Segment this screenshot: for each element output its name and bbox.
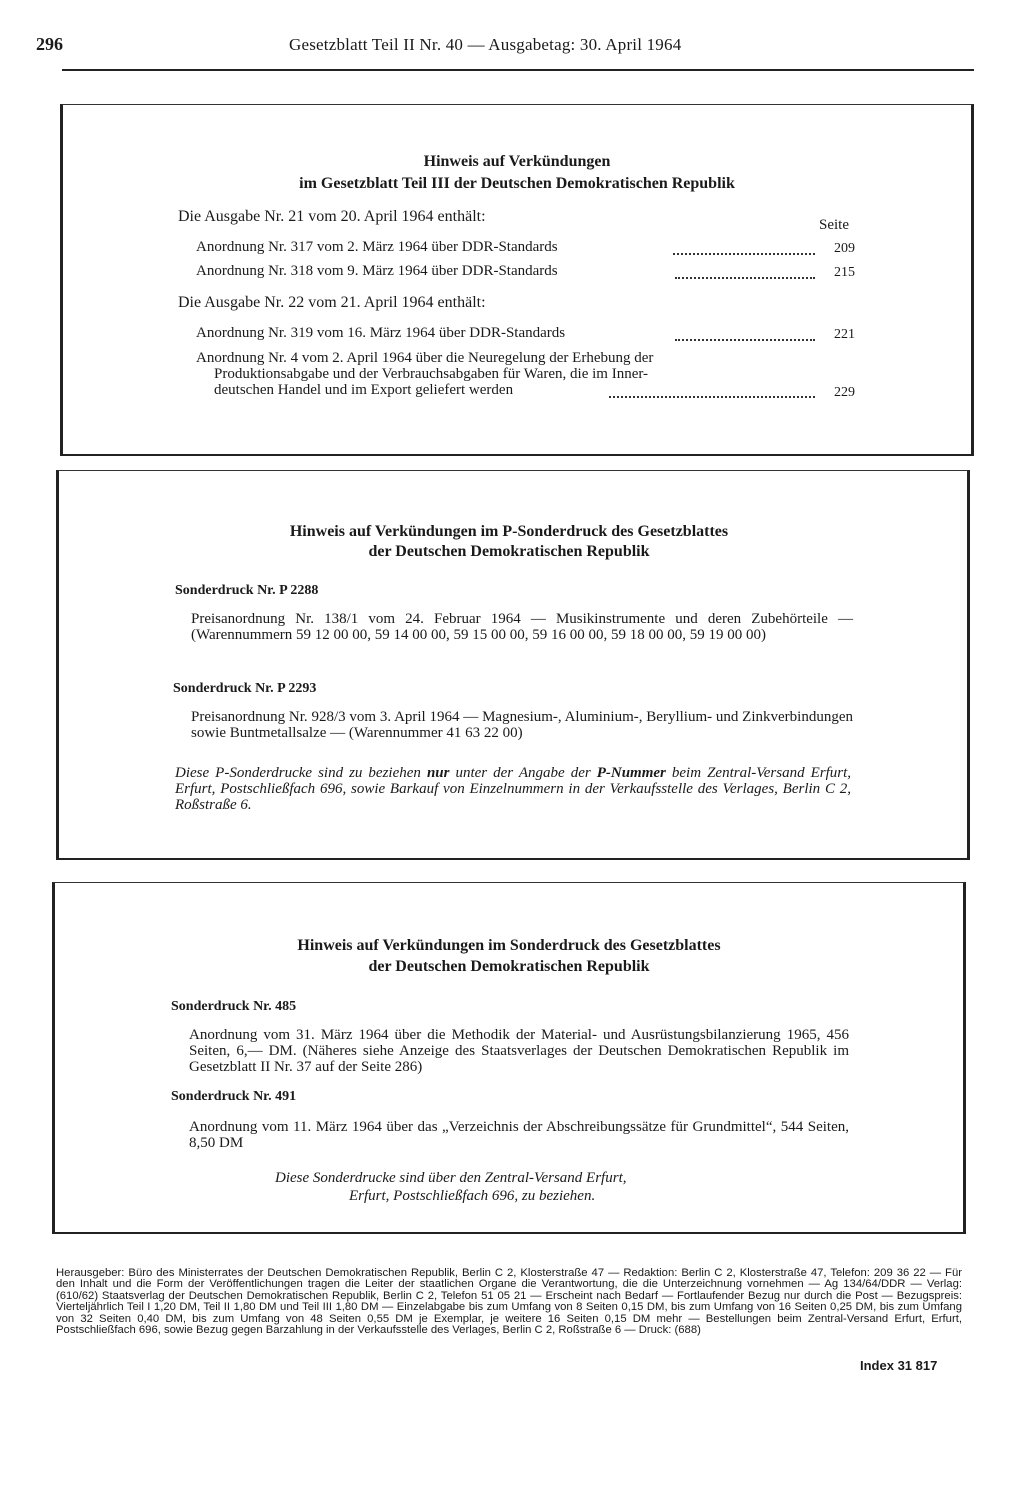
sonderdruck-note-line2: Erfurt, Postschließfach 696, zu beziehen.	[349, 1188, 596, 1204]
entry-317: Anordnung Nr. 317 vom 2. März 1964 über DDR-Standards	[196, 239, 558, 255]
section1-heading-line1: Hinweis auf Verkündungen	[423, 153, 611, 170]
sonderdruck-491-label: Sonderdruck Nr. 491	[171, 1089, 297, 1104]
entry-4-line2: Produktionsabgabe und der Verbrauchsabgaben für Waren, die im Inner-	[214, 366, 649, 382]
header-rule	[62, 69, 974, 71]
dot-leader	[673, 253, 815, 255]
issue-22-intro: Die Ausgabe Nr. 22 vom 21. April 1964 enthält:	[178, 294, 486, 311]
p-sonderdruck-note: Diese P-Sonderdrucke sind zu beziehen nur unter der Angabe der P-Nummer beim Zentral-Versand Erfurt, Erfurt, Postschließfach 696, sowie Barkauf von Einzelnummern in der Verkaufsstelle des Verlages, Berlin C 2, Roßstraße 6.	[175, 765, 851, 813]
sonderdruck-p2288-label: Sonderdruck Nr. P 2288	[175, 583, 319, 598]
sonderdruck-491-text: Anordnung vom 11. März 1964 über das „Verzeichnis der Abschreibungssätze für Grundmittel“, 544 Seiten, 8,50 DM	[189, 1119, 849, 1151]
dot-leader	[675, 339, 815, 341]
entry-4-line3: deutschen Handel und im Export geliefert werden	[214, 382, 514, 398]
sonderdruck-485-label: Sonderdruck Nr. 485	[171, 999, 297, 1014]
sonderdruck-note-line1: Diese Sonderdrucke sind über den Zentral-Versand Erfurt,	[275, 1170, 627, 1186]
page-ref-229: 229	[834, 385, 855, 400]
page-number: 296	[36, 34, 63, 54]
sonderdruck-p2293-text: Preisanordnung Nr. 928/3 vom 3. April 1964 — Magnesium-, Aluminium-, Beryllium- und Zinkverbindungen sowie Buntmetallsalze — (Warennummer 41 63 22 00)	[191, 709, 853, 741]
sonderdruck-box	[52, 882, 966, 1234]
dot-leader	[675, 277, 815, 279]
header-title: Gesetzblatt Teil II Nr. 40 — Ausgabetag: 30. April 1964	[289, 35, 682, 54]
index-number: Index 31 817	[860, 1358, 938, 1373]
imprint: Herausgeber: Büro des Ministerrates der Deutschen Demokratischen Republik, Berlin C 2, Klosterstraße 47 — Redaktion: Berlin C 2, Klosterstraße 47, Telefon: 209 36 22 — Für den Inhalt und die Form der Veröffentlichungen tragen die Leiter der staatlichen Organe die Verantwortung, die die Unterzeichnung vornehmen — Ag 134/64/DDR — Verlag: (610/62) Staatsverlag der Deutschen Demokratischen Republik, Berlin C 2, Telefon 51 05 21 — Erscheint nach Bedarf — Fortlaufender Bezug nur durch die Post — Bezugspreis: Vierteljährlich Teil I 1,20 DM, Teil II 1,80 DM und Teil III 1,80 DM — Einzelabgabe bis zum Umfang von 8 Seiten 0,15 DM, bis zum Umfang von 16 Seiten 0,25 DM, bis zum Umfang von 32 Seiten 0,40 DM, bis zum Umfang von 48 Seiten 0,55 DM je Exemplar, je weitere 16 Seiten 0,15 DM mehr — Bestellungen beim Zentral-Versand Erfurt, Erfurt, Postschließfach 696, sowie Bezug gegen Barzahlung in der Verkaufsstelle des Verlages, Berlin C 2, Roßstraße 6 — Druck: (688)	[56, 1267, 962, 1337]
gesetzblatt-teil-iii-box	[60, 104, 974, 456]
section1-heading-line2: im Gesetzblatt Teil III der Deutschen Demokratischen Republik	[299, 175, 735, 192]
dot-leader	[609, 396, 815, 398]
p-sonderdruck-box	[56, 470, 970, 860]
issue-21-intro: Die Ausgabe Nr. 21 vom 20. April 1964 enthält:	[178, 208, 486, 225]
section3-heading-line1: Hinweis auf Verkündungen im Sonderdruck des Gesetzblattes	[297, 937, 721, 954]
sonderdruck-485-text: Anordnung vom 31. März 1964 über die Methodik der Material- und Ausrüstungsbilanzierung 1965, 456 Seiten, 6,— DM. (Näheres siehe Anzeige des Staatsverlages der Deutschen Demokratischen Republik im Gesetzblatt II Nr. 37 auf der Seite 286)	[189, 1027, 849, 1075]
page-ref-221: 221	[834, 327, 855, 342]
entry-319: Anordnung Nr. 319 vom 16. März 1964 über DDR-Standards	[196, 325, 566, 341]
entry-4-line1: Anordnung Nr. 4 vom 2. April 1964 über die Neuregelung der Erhebung der	[196, 350, 654, 366]
section2-heading-line1: Hinweis auf Verkündungen im P-Sonderdruck des Gesetzblattes	[289, 523, 729, 540]
sonderdruck-p2288-text: Preisanordnung Nr. 138/1 vom 24. Februar 1964 — Musikinstrumente und deren Zubehörteile — (Warennummern 59 12 00 00, 59 14 00 00, 59 15 00 00, 59 16 00 00, 59 18 00 00, 59 19 00 00)	[191, 611, 853, 643]
page-column-label: Seite	[819, 217, 849, 233]
section3-heading-line2: der Deutschen Demokratischen Republik	[368, 958, 650, 975]
page-header	[36, 34, 974, 56]
entry-318: Anordnung Nr. 318 vom 9. März 1964 über DDR-Standards	[196, 263, 558, 279]
sonderdruck-p2293-label: Sonderdruck Nr. P 2293	[173, 681, 317, 696]
section2-heading-line2: der Deutschen Demokratischen Republik	[368, 543, 650, 560]
page-ref-215: 215	[834, 265, 855, 280]
page-ref-209: 209	[834, 241, 855, 256]
